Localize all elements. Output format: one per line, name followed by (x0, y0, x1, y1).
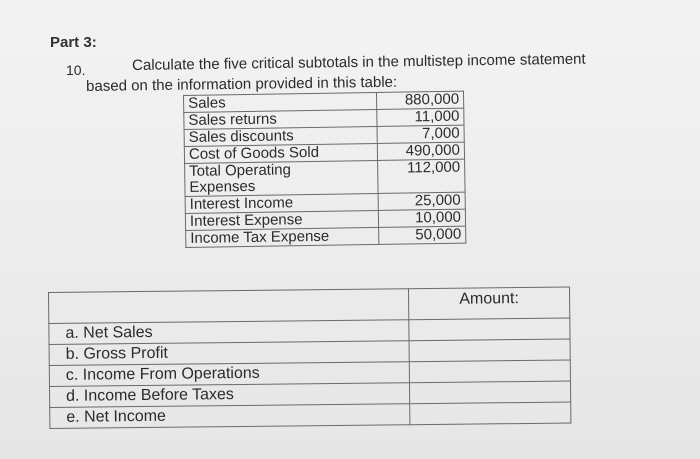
subtotal-label: a. Net Sales (49, 320, 409, 345)
income-item-value: 7,000 (377, 125, 464, 143)
answer-header-blank-cell (49, 289, 409, 324)
question-text-line-1: Calculate the five critical subtotals in the multistep income statement (132, 50, 586, 74)
subtotal-label: d. Income Before Taxes (49, 383, 409, 408)
income-item-label: Interest Income (185, 193, 378, 213)
amount-answer-cell[interactable] (410, 402, 571, 425)
income-item-label: Sales (184, 92, 377, 112)
income-item-value: 490,000 (377, 142, 464, 160)
subtotal-label: c. Income From Operations (49, 362, 409, 387)
subtotal-label: e. Net Income (50, 404, 410, 429)
income-item-label: Income Tax Expense (186, 227, 379, 247)
amount-answer-cell[interactable] (409, 318, 570, 341)
question-number: 10. (66, 62, 86, 78)
income-item-value: 880,000 (376, 91, 463, 109)
income-item-value: 11,000 (377, 108, 464, 126)
income-item-value: 112,000 (378, 159, 466, 193)
income-item-value: 25,000 (378, 192, 465, 210)
amount-answer-cell[interactable] (409, 381, 570, 404)
income-item-label: Sales returns (184, 109, 377, 129)
amount-answer-cell[interactable] (409, 360, 570, 383)
income-data-table (183, 91, 466, 248)
income-data-row (185, 159, 465, 196)
income-item-label: Sales discounts (184, 126, 377, 146)
income-item-value: 10,000 (378, 209, 465, 227)
income-data-row (186, 226, 466, 247)
amount-header: Amount: (408, 287, 569, 320)
income-item-label: Cost of Goods Sold (184, 143, 377, 163)
subtotal-label: b. Gross Profit (49, 341, 409, 366)
question-text-line-2: based on the information provided in this table: (86, 73, 398, 95)
income-item-label: Total Operating Expenses (185, 160, 378, 196)
income-item-label: Interest Expense (185, 210, 378, 230)
income-item-value: 50,000 (379, 226, 466, 244)
amount-answer-cell[interactable] (409, 339, 570, 362)
subtotals-answer-table (48, 287, 571, 429)
part-title: Part 3: (50, 34, 97, 51)
